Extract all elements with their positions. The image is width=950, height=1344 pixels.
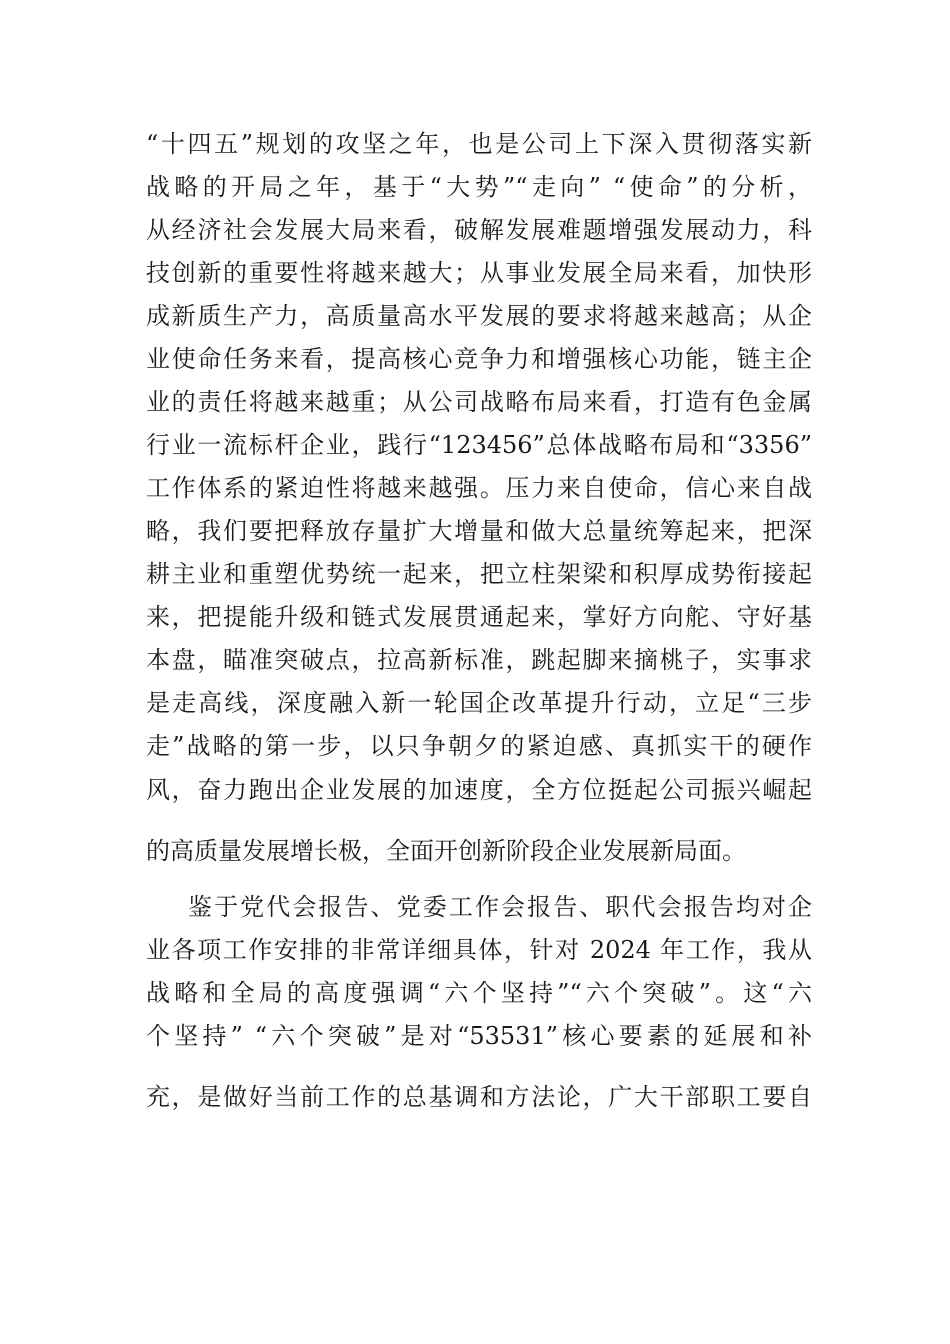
text-line: 充，是做好当前工作的总基调和方法论，广大干部职工要自 — [146, 1083, 812, 1111]
text-line: 行业一流标杆企业，践行“123456”总体战略布局和“3356” — [146, 431, 812, 459]
text-line: 走”战略的第一步，以只争朝夕的紧迫感、真抓实干的硬作 — [146, 732, 812, 760]
text-line: 来，把提能升级和链式发展贯通起来，掌好方向舵、守好基 — [146, 603, 812, 631]
text-line: 成新质生产力，高质量高水平发展的要求将越来越高；从企 — [146, 302, 812, 330]
text-line: 风，奋力跑出企业发展的加速度，全方位挺起公司振兴崛起 — [146, 776, 812, 804]
text-line: 业使命任务来看，提高核心竞争力和增强核心功能，链主企 — [146, 345, 812, 373]
text-line: 耕主业和重塑优势统一起来，把立柱架梁和积厚成势衔接起 — [146, 560, 812, 588]
text-line: 工作体系的紧迫性将越来越强。压力来自使命，信心来自战 — [146, 474, 812, 502]
text-line: 从经济社会发展大局来看，破解发展难题增强发展动力，科 — [146, 216, 812, 244]
text-line: 技创新的重要性将越来越大；从事业发展全局来看，加快形 — [146, 259, 812, 287]
text-line: “十四五”规划的攻坚之年，也是公司上下深入贯彻落实新 — [146, 130, 812, 158]
text-line: 战略的开局之年，基于“大势”“走向” “使命”的分析， — [146, 173, 812, 201]
text-line: 的高质量发展增长极，全面开创新阶段企业发展新局面。 — [146, 837, 746, 865]
text-line: 业各项工作安排的非常详细具体，针对 2024 年工作，我从 — [146, 936, 812, 964]
text-line: 战略和全局的高度强调“六个坚持”“六个突破”。这“六 — [146, 979, 812, 1007]
text-line: 本盘，瞄准突破点，拉高新标准，跳起脚来摘桃子，实事求 — [146, 646, 812, 674]
text-line: 是走高线，深度融入新一轮国企改革提升行动，立足“三步 — [146, 689, 812, 717]
text-line: 鉴于党代会报告、党委工作会报告、职代会报告均对企 — [188, 893, 812, 921]
text-line: 略，我们要把释放存量扩大增量和做大总量统筹起来，把深 — [146, 517, 812, 545]
text-line: 业的责任将越来越重；从公司战略布局来看，打造有色金属 — [146, 388, 812, 416]
text-line: 个坚持” “六个突破”是对“53531”核心要素的延展和补 — [146, 1022, 812, 1050]
